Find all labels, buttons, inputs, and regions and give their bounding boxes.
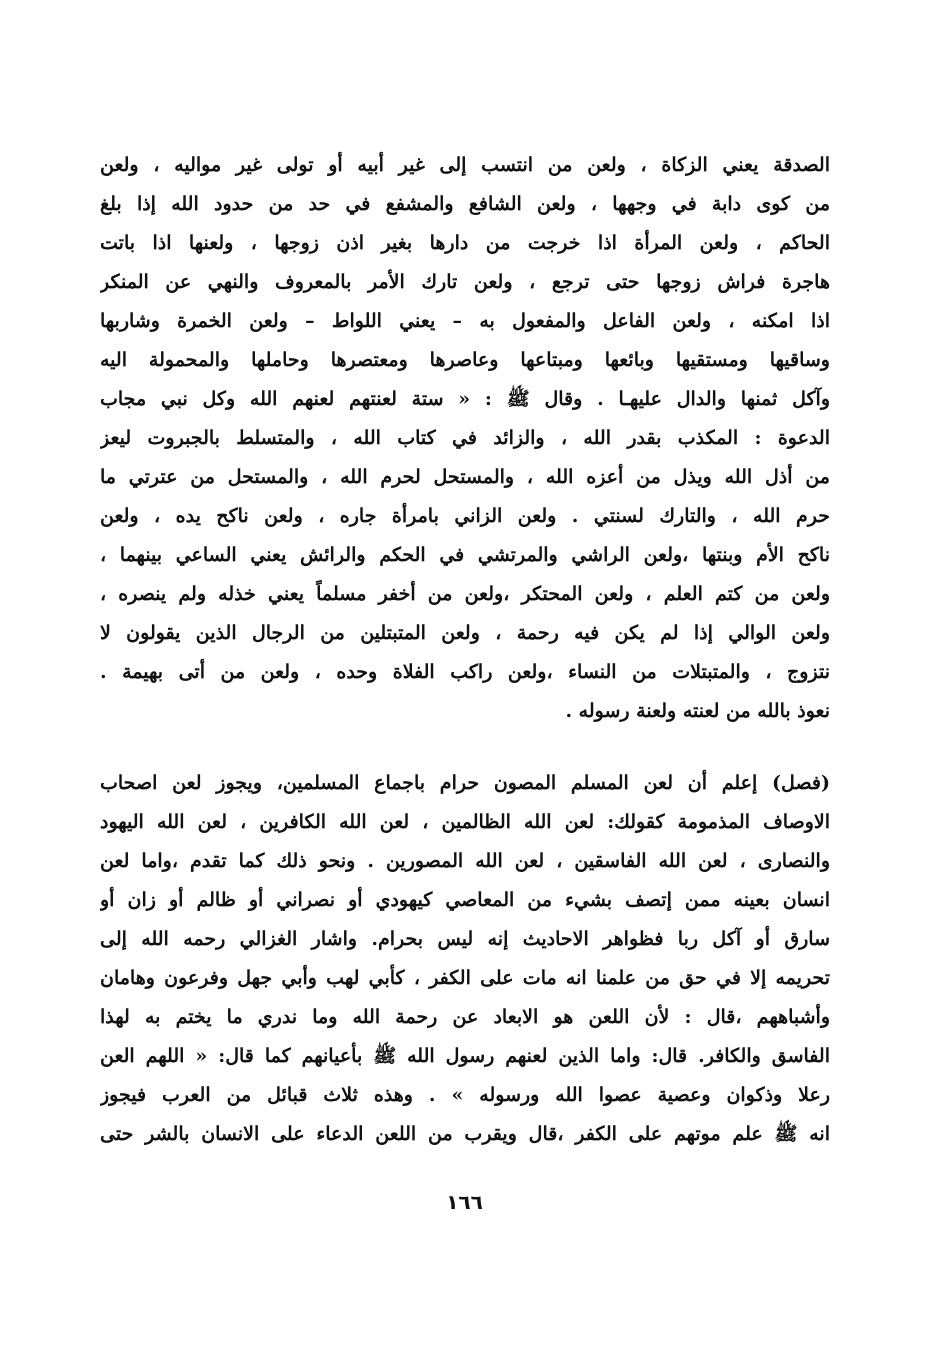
text-line: ولعن من كتم العلم ، ولعن المحتكر ،ولعن من أخفر مسلماً يعني خذله ولم ينصره ، [100, 583, 830, 605]
text-line: من كوى دابة في وجهها ، ولعن الشافع والمشفع في حد من حدود الله إذا بلغ [100, 193, 830, 215]
text-line: انه ﷺ علم موتهم على الكفر ،قال ويقرب من اللعن الدعاء على الانسان بالشر حتى [100, 1123, 830, 1145]
page-number: ١٦٦ [446, 1190, 483, 1214]
text-line: الاوصاف المذمومة كقولك: لعن الله الظالمين ، لعن الله الكافرين ، لعن الله اليهود [100, 811, 830, 833]
text-line: الدعوة : المكذب بقدر الله ، والزائد في كتاب الله ، والمتسلط بالجبروت ليعز [100, 427, 830, 449]
text-line: من أذل الله ويذل من أعزه الله ، والمستحل لحرم الله ، والمستحل من عترتي ما [100, 466, 830, 488]
paragraph-2 [100, 764, 830, 1154]
text-line: نعوذ بالله من لعنته ولعنة رسوله . [565, 700, 830, 722]
text-line: نتزوج ، والمتبتلات من النساء ،ولعن راكب الفلاة وحده ، ولعن من أتى بهيمة . [100, 661, 830, 683]
text-line: سارق أو آكل ربا فظواهر الاحاديث إنه ليس بحرام. واشار الغزالي رحمه الله إلى [100, 928, 830, 950]
text-line: اذا امكنه ، ولعن الفاعل والمفعول به – يعني اللواط – ولعن الخمرة وشاربها [100, 310, 830, 332]
text-line: ناكح الأم وبنتها ،ولعن الراشي والمرتشي في الحكم والرائش يعني الساعي بينهما ، [100, 544, 830, 566]
text-line: وأشباههم ،قال : لأن اللعن هو الابعاد عن رحمة الله وما ندري ما يختم به لهذا [100, 1006, 830, 1028]
text-line: الصدقة يعني الزكاة ، ولعن من انتسب إلى غير أبيه أو تولى غير مواليه ، ولعن [100, 154, 830, 176]
text-line: وآكل ثمنها والدال عليهـا . وقال ﷺ : « ستة لعنتهم لعنهم الله وكل نبي مجاب [100, 388, 830, 410]
text-line: هاجرة فراش زوجها حتى ترجع ، ولعن تارك الأمر بالمعروف والنهي عن المنكر [100, 271, 830, 293]
text-line: رعلا وذكوان وعصية عصوا الله ورسوله » . وهذه ثلاث قبائل من العرب فيجوز [100, 1084, 830, 1106]
text-line: وساقيها ومستقيها وبائعها ومبتاعها وعاصرها ومعتصرها وحاملها والمحمولة اليه [100, 349, 830, 371]
text-line: (فصل) إعلم أن لعن المسلم المصون حرام باجماع المسلمين، ويجوز لعن اصحاب [100, 772, 830, 794]
text-line: والنصارى ، لعن الله الفاسقين ، لعن الله المصورين . ونحو ذلك كما تقدم ،واما لعن [100, 850, 830, 872]
text-line: حرم الله ، والتارك لسنتي . ولعن الزاني بامرأة جاره ، ولعن ناكح يده ، ولعن [100, 505, 830, 527]
text-line: الحاكم ، ولعن المرأة اذا خرجت من دارها بغير اذن زوجها ، ولعنها اذا باتت [100, 232, 830, 254]
text-line: ولعن الوالي إذا لم يكن فيه رحمة ، ولعن المتبتلين من الرجال الذين يقولون لا [100, 622, 830, 644]
text-line: الفاسق والكافر. قال: واما الذين لعنهم رسول الله ﷺ بأعيانهم كما قال: « اللهم العن [100, 1045, 830, 1067]
paragraph-1 [100, 146, 830, 731]
text-line: انسان بعينه ممن إتصف بشيء من المعاصي كيهودي أو نصراني أو ظالم أو زان أو [100, 889, 830, 911]
text-line: تحريمه إلا في حق من علمنا انه مات على الكفر ، كأبي لهب وأبي جهل وفرعون وهامان [100, 967, 830, 989]
